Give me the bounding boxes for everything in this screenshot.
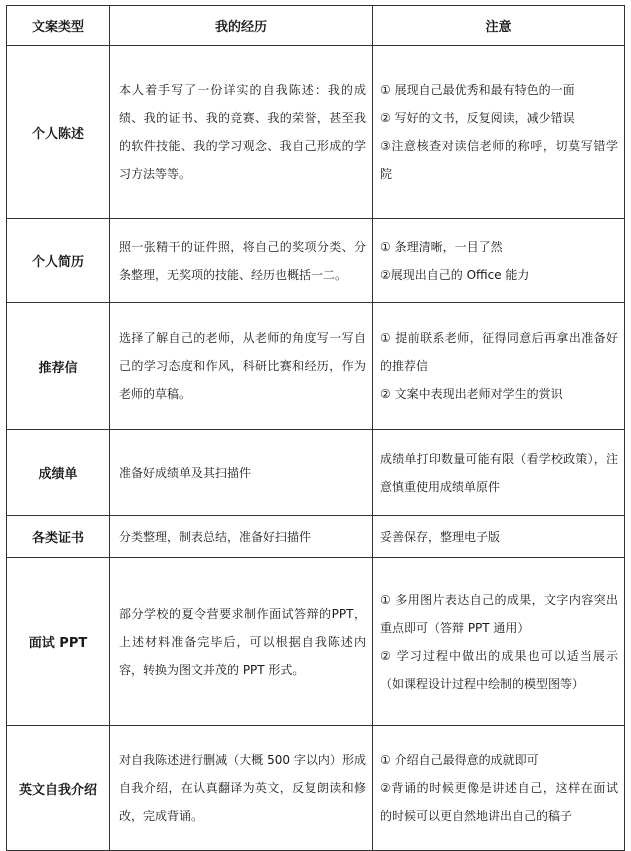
- table-row: [7, 219, 625, 303]
- note-line: ②背诵的时候更像是讲述自己，这样在面试的时候可以更自然地讲出自己的稿子: [380, 781, 618, 823]
- experience-text: 照一张精干的证件照，将自己的奖项分类、分条整理，无奖项的技能、经历也概括一二。: [119, 239, 366, 282]
- note-line: ① 介绍自己最得意的成就即可: [380, 753, 539, 767]
- row-experience: [110, 430, 373, 516]
- note-line: ②展现出自己的 Office 能力: [380, 267, 530, 282]
- experience-text: 准备好成绩单及其扫描件: [119, 465, 252, 480]
- note-line: ① 条理清晰，一目了然: [380, 239, 503, 254]
- note-line: ① 多用图片表达自己的成果，文字内容突出重点即可（答辩 PPT 通用）: [380, 592, 618, 635]
- row-experience: [110, 516, 373, 558]
- note-line: 成绩单打印数量可能有限（看学校政策），注意慎重使用成绩单原件: [380, 451, 618, 494]
- row-notes: [373, 516, 625, 558]
- row-experience: [110, 303, 373, 430]
- row-notes: [373, 219, 625, 303]
- note-line: ② 学习过程中做出的成果也可以适当展示（如课程设计过程中绘制的模型图等）: [380, 648, 618, 691]
- note-line: 妥善保存，整理电子版: [380, 529, 501, 544]
- row-notes: [373, 558, 625, 726]
- row-type: 个人简历: [7, 219, 110, 303]
- row-type: 面试 PPT: [7, 558, 110, 726]
- table-header-row: [7, 6, 625, 46]
- note-line: ① 提前联系老师，征得同意后再拿出准备好的推荐信: [380, 331, 618, 373]
- row-notes: [373, 303, 625, 430]
- experience-text: 部分学校的夏令营要求制作面试答辩的PPT，上述材料准备完毕后，可以根据自我陈述内容，转换为图文并茂的 PPT 形式。: [119, 606, 366, 677]
- row-experience: [110, 219, 373, 303]
- experience-text: 分类整理，制表总结，准备好扫描件: [119, 529, 312, 544]
- note-line: ③注意核查对读信老师的称呼，切莫写错学院: [380, 139, 618, 181]
- note-line: ② 写好的文书，反复阅读，减少错误: [380, 111, 575, 125]
- row-experience: [110, 558, 373, 726]
- experience-text: 本人着手写了一份详实的自我陈述：我的成绩、我的证书、我的竞赛、我的荣誉，甚至我的软件技能、我的学习观念、我自己形成的学习方法等等。: [119, 83, 366, 181]
- experience-text: 选择了解自己的老师，从老师的角度写一写自己的学习态度和作风，科研比赛和经历，作为老师的草稿。: [119, 331, 366, 401]
- row-notes: [373, 430, 625, 516]
- row-type: 各类证书: [7, 516, 110, 558]
- experience-table: [6, 5, 625, 851]
- row-type: 成绩单: [7, 430, 110, 516]
- table-row: [7, 430, 625, 516]
- note-line: ① 展现自己最优秀和最有特色的一面: [380, 83, 575, 97]
- table-row: [7, 726, 625, 851]
- note-line: ② 文案中表现出老师对学生的赏识: [380, 387, 563, 401]
- header-notes: 注意: [373, 6, 625, 46]
- table-row: [7, 516, 625, 558]
- row-experience: [110, 46, 373, 219]
- row-type: 推荐信: [7, 303, 110, 430]
- experience-text: 对自我陈述进行删减（大概 500 字以内）形成自我介绍，在认真翻译为英文，反复朗读和修改，完成背诵。: [119, 753, 366, 823]
- table-row: [7, 303, 625, 430]
- table-row: [7, 46, 625, 219]
- row-type: 个人陈述: [7, 46, 110, 219]
- row-notes: [373, 726, 625, 851]
- row-notes: [373, 46, 625, 219]
- row-experience: [110, 726, 373, 851]
- table-row: [7, 558, 625, 726]
- header-document-type: 文案类型: [7, 6, 110, 46]
- row-type: 英文自我介绍: [7, 726, 110, 851]
- header-my-experience: 我的经历: [110, 6, 373, 46]
